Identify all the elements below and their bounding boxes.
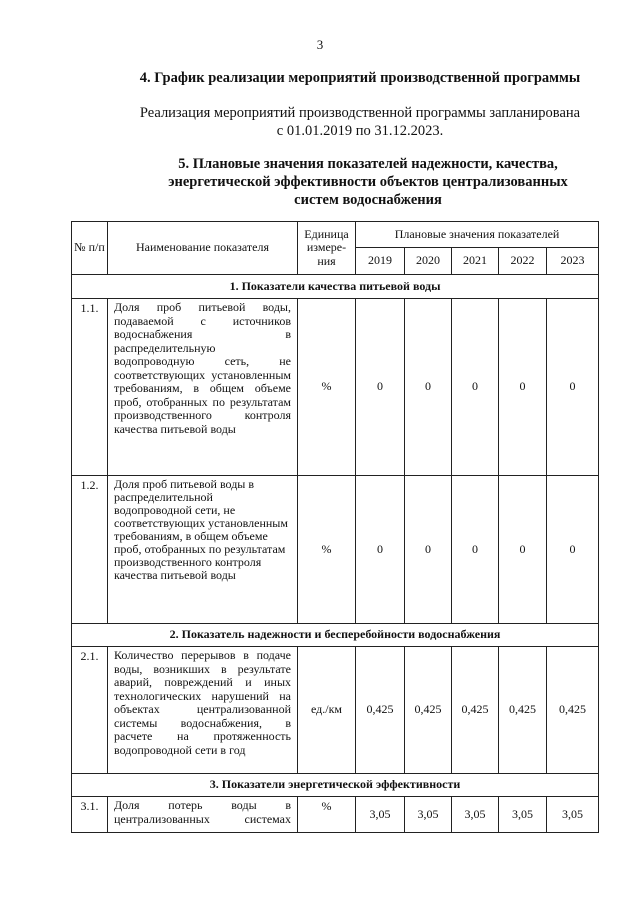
row-num: 1.1. bbox=[72, 299, 108, 476]
row-value: 0 bbox=[452, 476, 499, 624]
row-value: 0 bbox=[405, 476, 452, 624]
section-5-heading-line1: 5. Плановые значения показателей надежности, качества, bbox=[178, 156, 558, 172]
row-value: 0,425 bbox=[547, 647, 599, 774]
row-value: 3,05 bbox=[452, 797, 499, 833]
group-title: 3. Показатели энергетической эффективности bbox=[72, 774, 599, 797]
row-name: Доля потерь воды в централизованных системах bbox=[108, 797, 298, 833]
header-plan: Плановые значения показателей bbox=[356, 222, 599, 248]
header-year: 2022 bbox=[499, 248, 547, 275]
section-5-heading bbox=[18, 155, 640, 209]
row-value: 3,05 bbox=[547, 797, 599, 833]
row-unit: ед./км bbox=[298, 647, 356, 774]
row-value: 3,05 bbox=[499, 797, 547, 833]
row-num: 3.1. bbox=[72, 797, 108, 833]
row-name: Количество перерывов в подаче воды, возникших в результате аварий, повреждений и иных технологических нарушений на объектах централизованной системы водоснабжения, в расчете на протяженность водопроводной сети в год bbox=[108, 647, 298, 774]
group-title: 1. Показатели качества питьевой воды bbox=[72, 275, 599, 299]
row-unit: % bbox=[298, 797, 356, 833]
row-value: 0 bbox=[356, 299, 405, 476]
row-num: 1.2. bbox=[72, 476, 108, 624]
table-row bbox=[72, 647, 599, 774]
header-unit: Единица измере-ния bbox=[298, 222, 356, 275]
table-row bbox=[72, 299, 599, 476]
page-number: 3 bbox=[316, 37, 324, 52]
row-value: 0 bbox=[547, 299, 599, 476]
section-5-heading-line2: энергетической эффективности объектов централизованных bbox=[168, 174, 568, 190]
row-value: 0 bbox=[499, 476, 547, 624]
section-5-heading-line3: систем водоснабжения bbox=[294, 192, 442, 208]
row-unit: % bbox=[298, 476, 356, 624]
row-value: 3,05 bbox=[356, 797, 405, 833]
header-num: № п/п bbox=[72, 222, 108, 275]
section-4-text-line2: с 01.01.2019 по 31.12.2023. bbox=[276, 123, 444, 139]
row-name: Доля проб питьевой воды, подаваемой с источников водоснабжения в распределительную водопроводную сеть, не соответствующих установленным требованиям, в общем объеме проб, отобранных по результатам производственного контроля качества питьевой воды bbox=[108, 299, 298, 476]
header-name: Наименование показателя bbox=[108, 222, 298, 275]
header-year: 2021 bbox=[452, 248, 499, 275]
row-name: Доля проб питьевой воды в распределительной водопроводной сети, не соответствующих установленным требованиям, в общем объеме проб, отобранных по результатам производственного контроля качества питьевой воды bbox=[108, 476, 298, 624]
group-title: 2. Показатель надежности и бесперебойности водоснабжения bbox=[72, 624, 599, 647]
table-row bbox=[72, 797, 599, 833]
section-4-text-line1: Реализация мероприятий производственной программы запланирована bbox=[139, 105, 581, 121]
header-year: 2023 bbox=[547, 248, 599, 275]
row-value: 3,05 bbox=[405, 797, 452, 833]
section-4-heading: 4. График реализации мероприятий производственной программы bbox=[139, 70, 581, 86]
section-4-text bbox=[0, 104, 640, 140]
row-num: 2.1. bbox=[72, 647, 108, 774]
header-year: 2020 bbox=[405, 248, 452, 275]
header-year: 2019 bbox=[356, 248, 405, 275]
row-value: 0 bbox=[499, 299, 547, 476]
indicators-table bbox=[71, 221, 599, 833]
row-value: 0,425 bbox=[356, 647, 405, 774]
row-value: 0 bbox=[405, 299, 452, 476]
row-value: 0,425 bbox=[405, 647, 452, 774]
table-row bbox=[72, 476, 599, 624]
row-value: 0,425 bbox=[499, 647, 547, 774]
row-value: 0 bbox=[452, 299, 499, 476]
row-unit: % bbox=[298, 299, 356, 476]
row-value: 0 bbox=[547, 476, 599, 624]
row-value: 0,425 bbox=[452, 647, 499, 774]
row-value: 0 bbox=[356, 476, 405, 624]
